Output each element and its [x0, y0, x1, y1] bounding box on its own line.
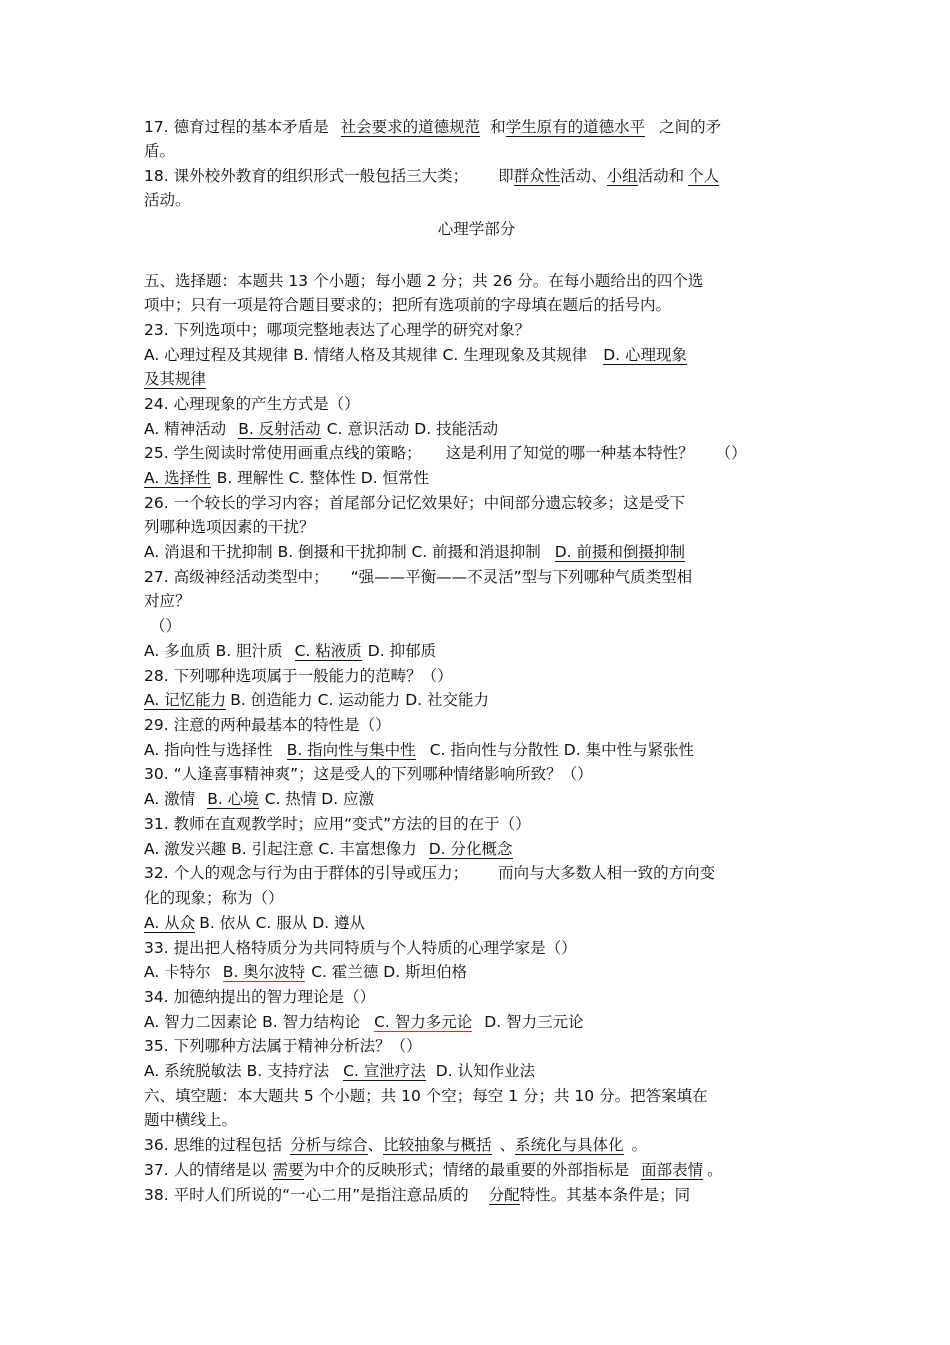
section-5-instructions-line1: 五、选择题：本题共 13 个小题；每小题 2 分；共 26 分。在每小题给出的四个选 [144, 272, 704, 290]
question-36: 36. 思维的过程包括 分析与综合、比较抽象与概括 、系统化与具体化 。 [144, 1136, 648, 1154]
section-6-instructions-line2: 题中横线上。 [144, 1111, 238, 1129]
question-38: 38. 平时人们所说的“一心二用”是指注意品质的 分配特性。其基本条件是；同 [144, 1186, 691, 1204]
answer-option: A. 选择性 [144, 469, 211, 487]
question-34-options: A. 智力二因素论 B. 智力结构论 C. 智力多元论 D. 智力三元论 [144, 1013, 584, 1031]
question-27-line1: 27. 高级神经活动类型中； “强——平衡——不灵活”型与下列哪种气质类型相 [144, 568, 693, 586]
question-28-options: A. 记忆能力 B. 创造能力 C. 运动能力 D. 社交能力 [144, 691, 489, 709]
question-37: 37. 人的情绪是以 需要为中介的反映形式；情绪的最重要的外部指标是 面部表情 。 [144, 1161, 723, 1179]
section-5-instructions-line2: 项中；只有一项是符合题目要求的；把所有选项前的字母填在题后的括号内。 [144, 296, 672, 314]
answer-blank: 社会要求的道德规范 [340, 118, 481, 136]
answer-blank: 系统化与具体化 [515, 1136, 624, 1154]
question-27-bracket: （） [150, 617, 182, 635]
answer-option: B. 心境 [207, 790, 259, 808]
question-25-options: A. 选择性 B. 理解性 C. 整体性 D. 恒常性 [144, 469, 429, 487]
question-28: 28. 下列哪种选项属于一般能力的范畴？（） [144, 667, 453, 685]
question-31-options: A. 激发兴趣 B. 引起注意 C. 丰富想像力 D. 分化概念 [144, 840, 513, 858]
question-27-line2: 对应？ [144, 592, 191, 610]
question-23-options: A. 心理过程及其规律 B. 情绪人格及其规律 C. 生理现象及其规律 D. 心理现象 [144, 346, 688, 364]
question-18-line2: 活动。 [144, 191, 191, 209]
question-35: 35. 下列哪种方法属于精神分析法？（） [144, 1037, 422, 1055]
answer-blank: 群众性 [513, 167, 561, 185]
answer-option: D. 分化概念 [428, 840, 513, 858]
question-18-line1: 18. 课外校外教育的组织形式一般包括三大类； 即群众性活动、小组活动和 个人 [144, 167, 720, 185]
question-34: 34. 加德纳提出的智力理论是（） [144, 988, 376, 1006]
question-30-options: A. 激情 B. 心境 C. 热情 D. 应激 [144, 790, 375, 808]
answer-option: A. 从众 [144, 914, 196, 932]
answer-blank: 比较抽象与概括 [383, 1136, 492, 1154]
answer-blank: 个人 [688, 167, 720, 185]
answer-option: B. 指向性与集中性 [286, 741, 416, 759]
question-17-line1: 17. 德育过程的基本矛盾是 社会要求的道德规范 和学生原有的道德水平 之间的矛 [144, 118, 722, 136]
question-32-line1: 32. 个人的观念与行为由于群体的引导或压力； 而向与大多数人相一致的方向变 [144, 864, 716, 882]
answer-option: 及其规律 [144, 370, 207, 388]
answer-option: D. 心理现象 [603, 346, 688, 364]
question-33-options: A. 卡特尔 B. 奥尔波特 C. 霍兰德 D. 斯坦伯格 [144, 963, 468, 981]
answer-blank: 分配 [488, 1186, 520, 1204]
answer-option: C. 智力多元论 [374, 1013, 473, 1031]
question-24-options: A. 精神活动 B. 反射活动 C. 意识活动 D. 技能活动 [144, 420, 499, 438]
question-32-line2: 化的现象；称为（） [144, 889, 284, 907]
question-29: 29. 注意的两种最基本的特性是（） [144, 716, 391, 734]
answer-blank: 学生原有的道德水平 [505, 118, 646, 136]
section-title: 心理学部分 [437, 220, 516, 238]
question-35-options: A. 系统脱敏法 B. 支持疗法 C. 宣泄疗法 D. 认知作业法 [144, 1062, 536, 1080]
answer-blank: 需要 [272, 1161, 304, 1179]
question-27-options: A. 多血质 B. 胆汁质 C. 粘液质 D. 抑郁质 [144, 642, 437, 660]
question-29-options: A. 指向性与选择性 B. 指向性与集中性 C. 指向性与分散性 D. 集中性与紧张性 [144, 741, 695, 759]
question-23-options-cont [144, 367, 206, 391]
answer-option: D. 前摄和倒摄抑制 [554, 543, 686, 561]
question-30: 30. “人逢喜事精神爽”；这是受人的下列哪种情绪影响所致？（） [144, 765, 593, 783]
question-26-line1: 26. 一个较长的学习内容；首尾部分记忆效果好；中间部分遗忘较多；这是受下 [144, 494, 686, 512]
section-6-instructions-line1: 六、填空题：本大题共 5 个小题；共 10 个空；每空 1 分；共 10 分。把答案填在 [144, 1087, 708, 1105]
answer-option: C. 粘液质 [294, 642, 362, 660]
answer-blank: 小组 [606, 167, 638, 185]
question-26-line2: 列哪种选项因素的干扰？ [144, 518, 315, 536]
question-24: 24. 心理现象的产生方式是（） [144, 395, 360, 413]
answer-option: B. 奥尔波特 [222, 963, 306, 981]
question-31: 31. 教师在直观教学时；应用“变式”方法的目的在于（） [144, 815, 531, 833]
question-26-options: A. 消退和干扰抑制 B. 倒摄和干扰抑制 C. 前摄和消退抑制 D. 前摄和倒摄抑制 [144, 543, 686, 561]
question-23: 23. 下列选项中；哪项完整地表达了心理学的研究对象？ [144, 321, 531, 339]
answer-blank: 分析与综合 [290, 1136, 368, 1154]
question-33: 33. 提出把人格特质分为共同特质与个人特质的心理学家是（） [144, 939, 577, 957]
answer-blank: 面部表情 [641, 1161, 704, 1179]
question-17-line2: 盾。 [144, 142, 176, 160]
answer-option: A. 记忆能力 [144, 691, 227, 709]
answer-option: C. 宣泄疗法 [343, 1062, 426, 1080]
question-32-options: A. 从众 B. 依从 C. 服从 D. 遵从 [144, 914, 365, 932]
answer-option: B. 反射活动 [238, 420, 321, 438]
question-25: 25. 学生阅读时常使用画重点线的策略； 这是利用了知觉的哪一种基本特性？ （） [144, 444, 747, 462]
